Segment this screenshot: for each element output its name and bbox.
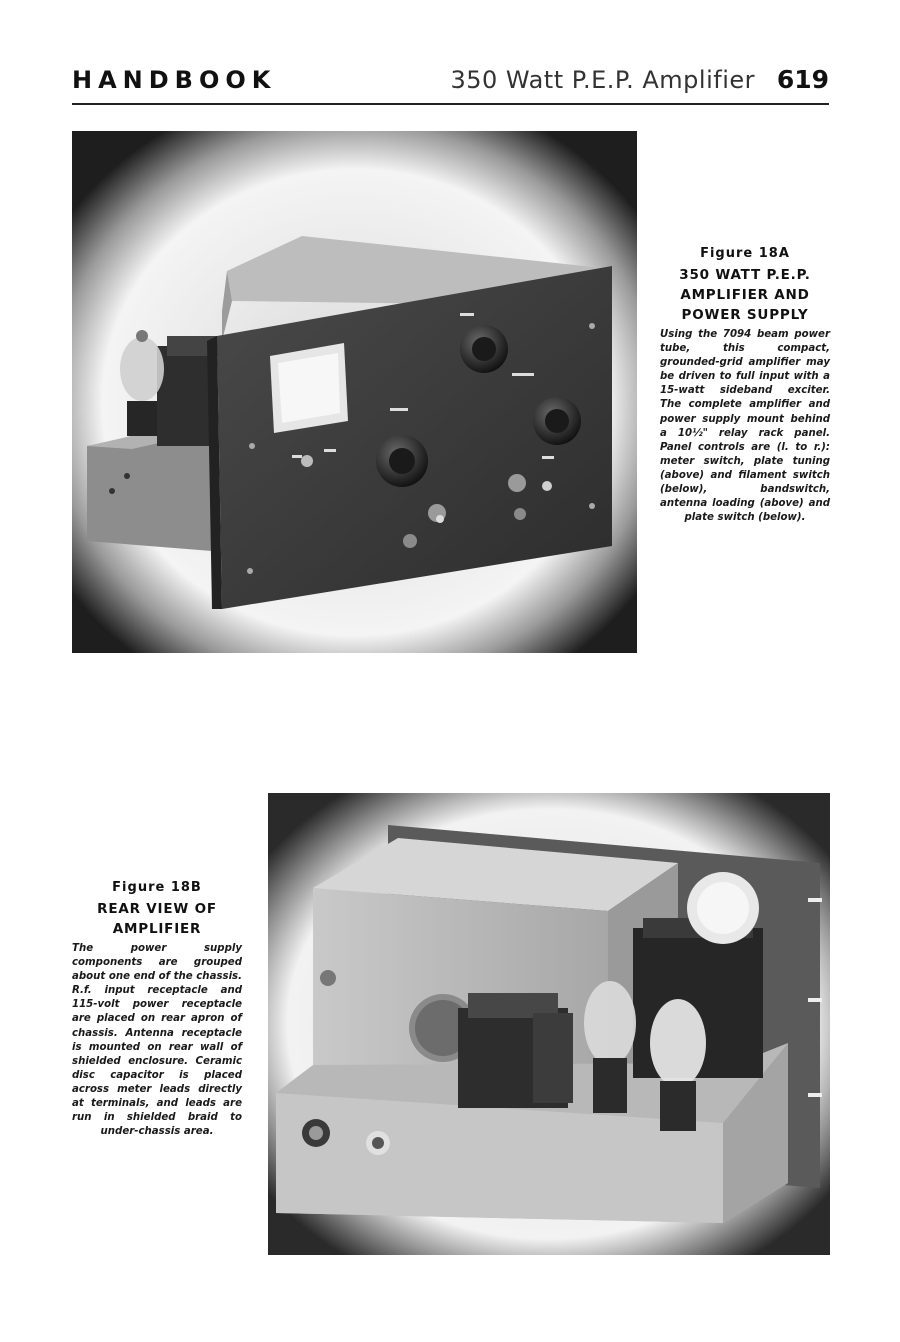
figure-18b-label: Figure 18B [112, 880, 202, 895]
page-header [72, 62, 829, 102]
figure-18a-caption [660, 246, 830, 525]
figure-18a-title: 350 WATT P.E.P. AMPLIFIER AND POWER SUPPLY [679, 267, 811, 323]
header-rule [72, 103, 829, 105]
figure-18b-caption [72, 880, 242, 1139]
figure-18b-photo [268, 793, 830, 1255]
section-title: 350 Watt P.E.P. Amplifier [450, 66, 755, 94]
page-number: 619 [776, 65, 829, 94]
running-head: HANDBOOK [72, 66, 277, 94]
figure-18a-description: Using the 7094 beam power tube, this compact, grounded-grid amplifier may be driven to full input with a 15-watt sideband exciter. The complete amplifier and power supply mount behind a 10½" relay rack panel. Panel controls are (l. to r.): meter switch, plate tuning (above) and filament switch (below), bandswitch, antenna loading (above) and plate switch (below). [660, 329, 830, 524]
figure-18b-title: REAR VIEW OF AMPLIFIER [97, 901, 217, 937]
figure-18a-photo [72, 131, 637, 653]
figure-18b-description: The power supply components are grouped about one end of the chassis. R.f. input receptacle and 115-volt power receptacle are placed on rear apron of chassis. Antenna receptacle is mounted on rear wall of shielded enclosure. Ceramic disc capacitor is placed across meter leads directly at terminals, and leads are run in shielded braid to under-chassis area. [72, 943, 242, 1138]
figure-18a-label: Figure 18A [700, 246, 790, 261]
